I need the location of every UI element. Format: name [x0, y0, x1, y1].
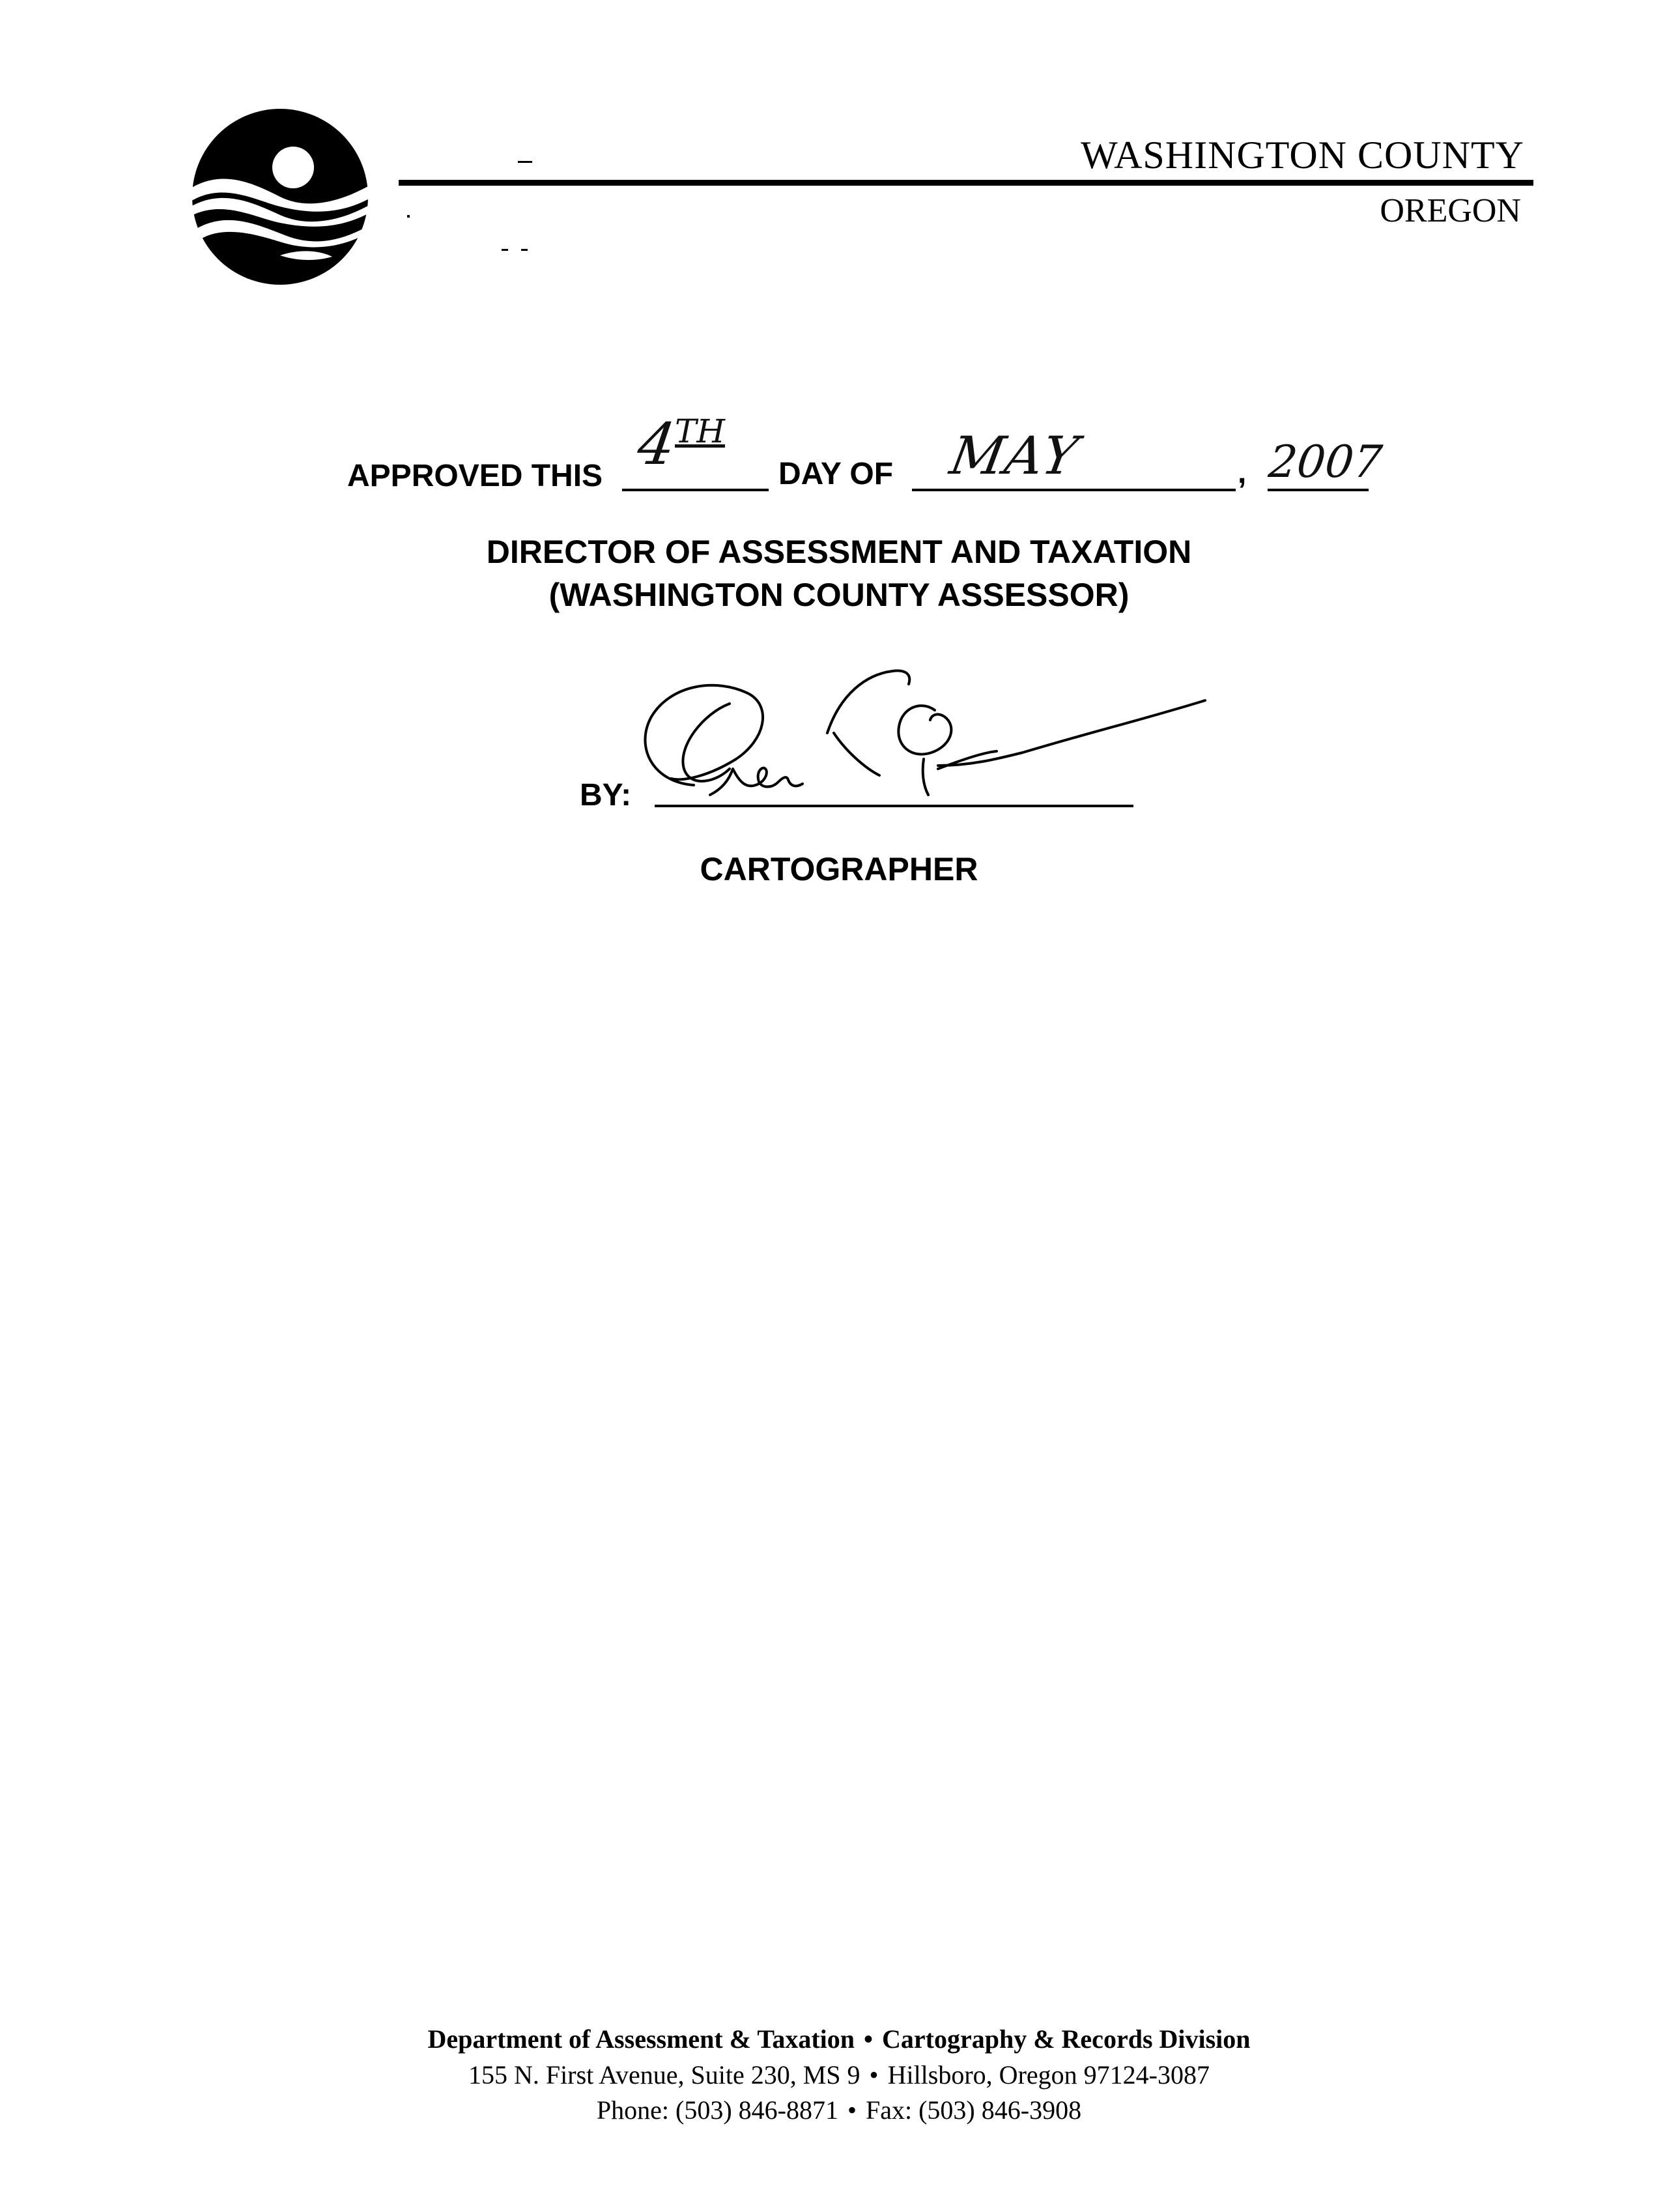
signature-image[interactable] [632, 655, 1212, 824]
footer-contact-line [0, 2094, 1678, 2127]
by-label: BY: [580, 778, 632, 812]
day-blank-line [622, 489, 769, 491]
footer-bullet: • [869, 2060, 879, 2090]
state-name: OREGON [1380, 192, 1521, 229]
date-comma: , [1238, 455, 1247, 490]
footer-fax: Fax: (503) 846-3908 [866, 2095, 1082, 2125]
month-field[interactable]: MAY [945, 425, 1084, 486]
footer-bullet: • [864, 2024, 874, 2054]
footer-department: Department of Assessment & Taxation [427, 2024, 855, 2054]
month-blank-line [912, 489, 1236, 491]
footer-city: Hillsboro, Oregon 97124-3087 [887, 2060, 1210, 2090]
scan-speck [502, 249, 508, 251]
approved-this-label: APPROVED THIS [347, 459, 603, 493]
year-field[interactable]: 2007 [1266, 437, 1385, 488]
cartographer-title: CARTOGRAPHER [700, 851, 978, 887]
county-logo [182, 106, 378, 285]
footer-address: 155 N. First Avenue, Suite 230, MS 9 [468, 2060, 860, 2090]
day-of-label: DAY OF [778, 457, 894, 491]
footer-division: Cartography & Records Division [882, 2024, 1251, 2054]
header-rule [399, 180, 1533, 186]
footer-address-line [0, 2059, 1678, 2091]
scan-speck [521, 249, 528, 251]
footer-phone: Phone: (503) 846-8871 [596, 2095, 838, 2125]
scan-speck [407, 215, 410, 218]
day-field[interactable] [633, 410, 725, 478]
assessor-title: (WASHINGTON COUNTY ASSESSOR) [548, 577, 1130, 613]
footer-department-line [0, 2023, 1678, 2056]
director-title: DIRECTOR OF ASSESSMENT AND TAXATION [486, 534, 1192, 570]
day-number-value: 4 [633, 410, 680, 478]
county-name: WASHINGTON COUNTY [1081, 134, 1524, 177]
day-suffix-value: TH [675, 412, 725, 450]
footer-bullet: • [847, 2095, 857, 2125]
scan-speck [518, 161, 532, 163]
